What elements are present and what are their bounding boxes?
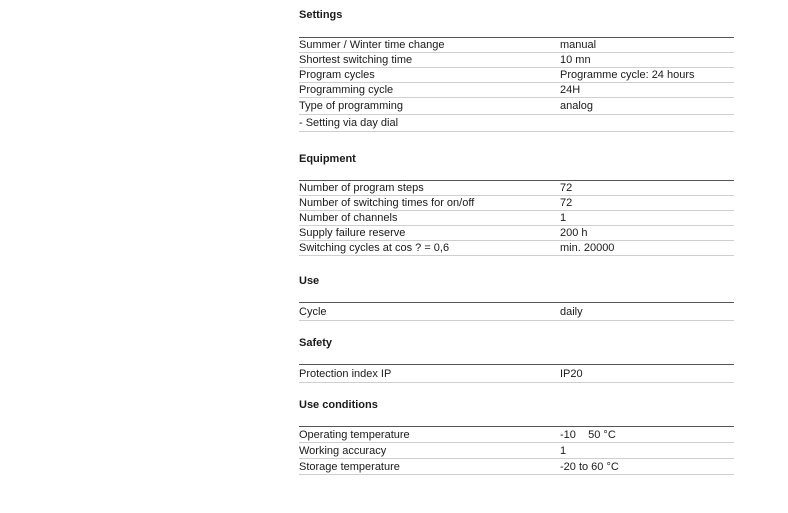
section-title: Equipment bbox=[299, 153, 356, 165]
spec-label: Storage temperature bbox=[299, 460, 400, 473]
spec-row bbox=[299, 427, 734, 443]
spec-table bbox=[299, 364, 734, 383]
spec-value: 72 bbox=[560, 197, 573, 209]
spec-row bbox=[299, 459, 734, 475]
spec-row bbox=[299, 115, 734, 132]
section-equipment bbox=[299, 152, 734, 256]
spec-label: Cycle bbox=[299, 305, 327, 318]
spec-row bbox=[299, 241, 734, 256]
spec-value: manual bbox=[560, 39, 597, 51]
spec-label: Protection index IP bbox=[299, 367, 392, 380]
specification-sheet bbox=[299, 0, 734, 475]
section-title: Settings bbox=[299, 9, 343, 21]
section-title: Safety bbox=[299, 337, 333, 349]
spec-row bbox=[299, 365, 734, 383]
section-use-conditions bbox=[299, 398, 734, 475]
spec-value: 1 bbox=[560, 444, 567, 457]
spec-table bbox=[299, 302, 734, 321]
spec-label: Switching cycles at cos ? = 0,6 bbox=[299, 242, 450, 254]
spec-label: Program cycles bbox=[299, 69, 375, 81]
spec-label: Supply failure reserve bbox=[299, 227, 406, 239]
spec-value: min. 20000 bbox=[560, 242, 615, 254]
spec-value: IP20 bbox=[560, 367, 583, 380]
spec-value: analog bbox=[560, 100, 594, 112]
spec-value: 1 bbox=[560, 212, 567, 224]
spec-value: 200 h bbox=[560, 227, 588, 239]
spec-value: 10 mn bbox=[560, 54, 591, 66]
section-title: Use conditions bbox=[299, 399, 378, 411]
spec-row bbox=[299, 226, 734, 241]
section-safety bbox=[299, 336, 734, 383]
section-title: Use bbox=[299, 275, 320, 287]
section-use bbox=[299, 274, 734, 321]
spec-label: Number of channels bbox=[299, 212, 398, 224]
spec-value: 24H bbox=[560, 84, 581, 96]
spec-row bbox=[299, 98, 734, 115]
spec-row bbox=[299, 181, 734, 196]
spec-label: Summer / Winter time change bbox=[299, 39, 445, 51]
spec-table bbox=[299, 37, 734, 132]
spec-row bbox=[299, 303, 734, 321]
spec-row bbox=[299, 83, 734, 98]
spec-row bbox=[299, 443, 734, 459]
spec-label: Operating temperature bbox=[299, 428, 410, 441]
spec-value: -20 to 60 °C bbox=[560, 460, 619, 473]
spec-label: Working accuracy bbox=[299, 444, 387, 457]
spec-value: daily bbox=[560, 305, 583, 318]
spec-label: Number of program steps bbox=[299, 182, 424, 194]
section-settings bbox=[299, 8, 734, 132]
spec-row bbox=[299, 38, 734, 53]
spec-row bbox=[299, 196, 734, 211]
spec-table bbox=[299, 426, 734, 475]
spec-label: Programming cycle bbox=[299, 84, 394, 96]
spec-row bbox=[299, 211, 734, 226]
spec-table bbox=[299, 180, 734, 256]
spec-label: - Setting via day dial bbox=[299, 117, 399, 129]
spec-value: -10 50 °C bbox=[560, 428, 616, 441]
spec-value: 72 bbox=[560, 182, 573, 194]
spec-row bbox=[299, 53, 734, 68]
spec-row bbox=[299, 68, 734, 83]
spec-label: Shortest switching time bbox=[299, 54, 413, 66]
spec-value: Programme cycle: 24 hours bbox=[560, 69, 695, 81]
spec-label: Type of programming bbox=[299, 100, 403, 112]
spec-label: Number of switching times for on/off bbox=[299, 197, 475, 209]
